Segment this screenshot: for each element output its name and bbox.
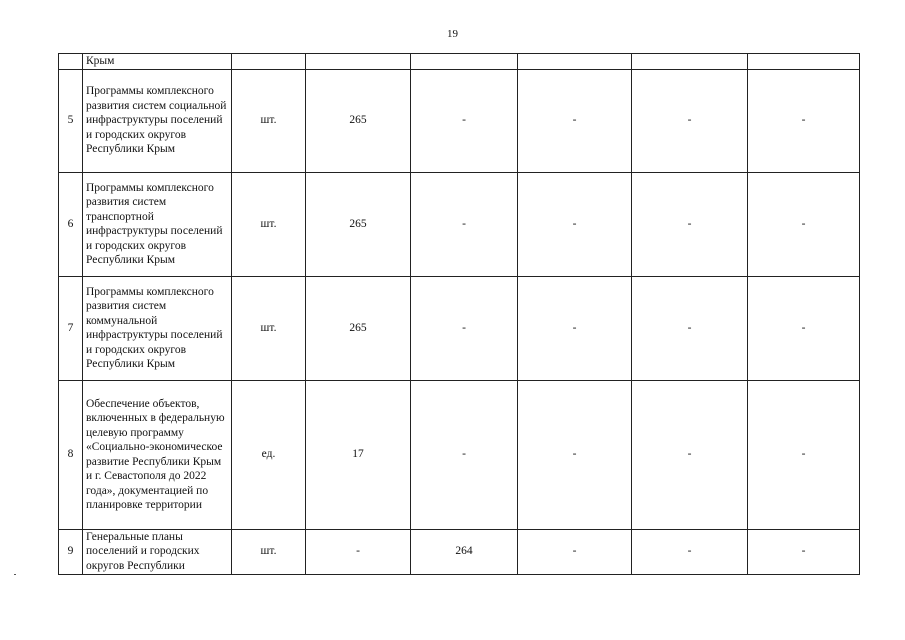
row-value-5: - — [748, 276, 860, 380]
row-number: 9 — [59, 529, 83, 574]
row-unit: шт. — [232, 172, 306, 276]
table-row — [59, 276, 860, 380]
row-name: Генеральные планы поселений и городских округов Республики — [83, 529, 232, 574]
cell-value — [411, 54, 518, 70]
scan-speck — [14, 574, 16, 575]
table-row — [59, 69, 860, 172]
row-value-3: - — [518, 172, 632, 276]
row-value-5: - — [748, 69, 860, 172]
table-row — [59, 529, 860, 574]
row-unit: ед. — [232, 380, 306, 529]
row-value-3: - — [518, 69, 632, 172]
row-name: Программы комплексного развития систем транспортной инфраструктуры поселений и городских округов Республики Крым — [83, 172, 232, 276]
row-value-3: - — [518, 380, 632, 529]
cell-value — [518, 54, 632, 70]
row-value-2: 264 — [411, 529, 518, 574]
cell-value — [306, 54, 411, 70]
table-row — [59, 380, 860, 529]
row-value-5: - — [748, 380, 860, 529]
row-name: Обеспечение объектов, включенных в федеральную целевую программу «Социально-экономическое развитие Республики Крым и г. Севастополя до 2022 года», документацией по планировке территории — [83, 380, 232, 529]
row-value-4: - — [632, 69, 748, 172]
row-value-2: - — [411, 69, 518, 172]
row-number: 5 — [59, 69, 83, 172]
row-value-1: 17 — [306, 380, 411, 529]
row-value-4: - — [632, 276, 748, 380]
row-value-4: - — [632, 172, 748, 276]
row-name: Программы комплексного развития систем социальной инфраструктуры поселений и городских округов Республики Крым — [83, 69, 232, 172]
row-unit: шт. — [232, 69, 306, 172]
row-value-2: - — [411, 276, 518, 380]
row-value-5: - — [748, 529, 860, 574]
row-unit: шт. — [232, 529, 306, 574]
table-row-continued — [59, 54, 860, 70]
row-value-3: - — [518, 276, 632, 380]
row-value-2: - — [411, 380, 518, 529]
page-number: 19 — [447, 28, 458, 40]
table-row — [59, 172, 860, 276]
row-number: 6 — [59, 172, 83, 276]
cell-name: Крым — [83, 54, 232, 70]
row-number: 7 — [59, 276, 83, 380]
row-value-5: - — [748, 172, 860, 276]
cell-value — [748, 54, 860, 70]
row-unit: шт. — [232, 276, 306, 380]
row-value-1: 265 — [306, 69, 411, 172]
row-value-4: - — [632, 529, 748, 574]
row-name: Программы комплексного развития систем коммунальной инфраструктуры поселений и городских округов Республики Крым — [83, 276, 232, 380]
indicator-table — [58, 53, 860, 575]
row-value-4: - — [632, 380, 748, 529]
row-value-3: - — [518, 529, 632, 574]
cell-unit — [232, 54, 306, 70]
row-number: 8 — [59, 380, 83, 529]
cell-value — [632, 54, 748, 70]
row-value-1: - — [306, 529, 411, 574]
cell-num — [59, 54, 83, 70]
row-value-1: 265 — [306, 172, 411, 276]
row-value-1: 265 — [306, 276, 411, 380]
row-value-2: - — [411, 172, 518, 276]
